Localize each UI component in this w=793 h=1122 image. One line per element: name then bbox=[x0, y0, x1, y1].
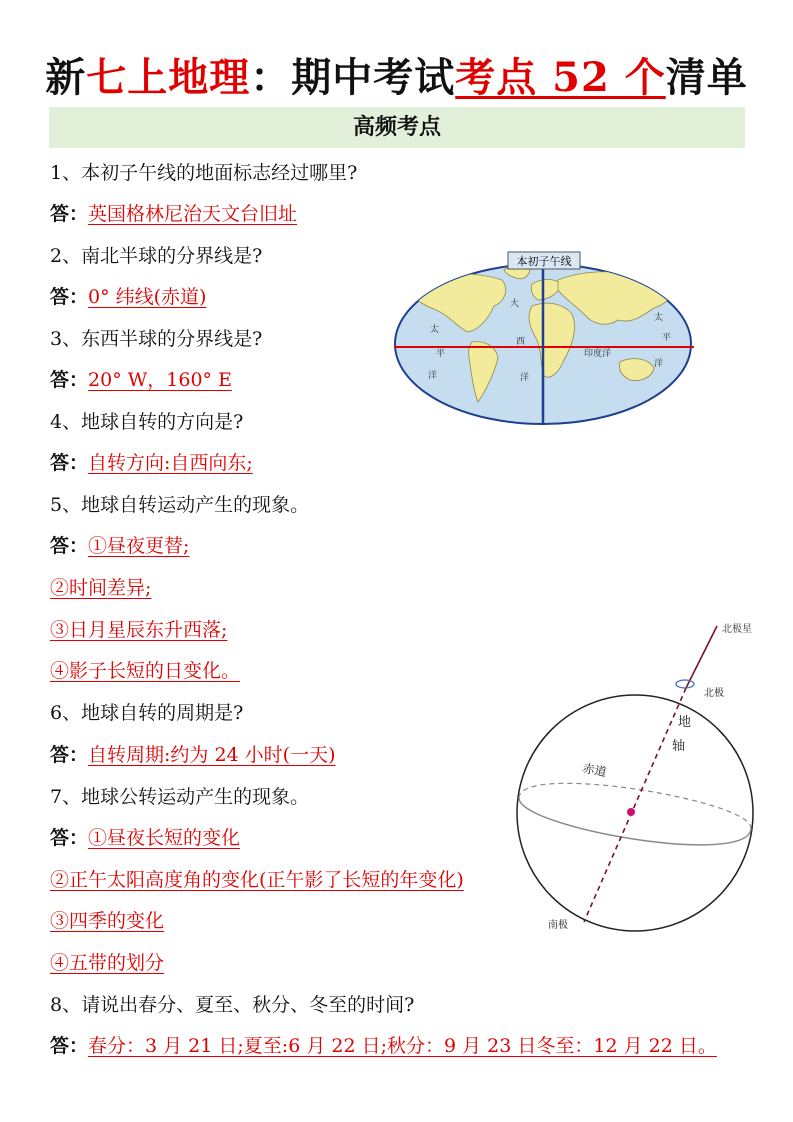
earth-center bbox=[627, 808, 635, 816]
answer-label: 答： bbox=[50, 535, 89, 557]
ocean-label: 印度洋 bbox=[584, 349, 612, 359]
south-pole-label: 南极 bbox=[548, 920, 568, 931]
answer-5-item: ②时间差异; bbox=[50, 577, 152, 599]
answer-5 bbox=[50, 531, 189, 558]
title-part: 七上地理 bbox=[86, 54, 251, 101]
ocean-label: 洋 bbox=[654, 359, 664, 369]
question-4: 4、地球自转的方向是? bbox=[50, 411, 244, 433]
section-banner: 高频考点 bbox=[49, 107, 745, 148]
axis-label: 地 bbox=[678, 715, 692, 730]
page-title bbox=[0, 46, 793, 103]
answer-5-item: ③日月星辰东升西落; bbox=[50, 619, 228, 641]
answer-label: 答： bbox=[50, 452, 89, 474]
answer-text: 英国格林尼治天文台旧址 bbox=[88, 203, 298, 225]
answer-1 bbox=[50, 199, 297, 226]
ocean-label: 太 bbox=[430, 325, 440, 335]
answer-8 bbox=[50, 1031, 717, 1058]
question-5: 5、地球自转运动产生的现象。 bbox=[50, 494, 310, 516]
ocean-label: 平 bbox=[662, 333, 672, 343]
top-label: 北极星 bbox=[722, 624, 752, 635]
answer-text: 自转周期:约为 24 小时(一天) bbox=[88, 744, 336, 766]
earth-axis-figure bbox=[512, 622, 774, 936]
globe-outline bbox=[517, 695, 753, 931]
title-part: 考点 52 个 bbox=[455, 54, 666, 101]
answer-4 bbox=[50, 448, 253, 475]
question-7: 7、地球公转运动产生的现象。 bbox=[50, 786, 310, 808]
answer-6 bbox=[50, 740, 336, 767]
north-pole-label: 北极 bbox=[704, 688, 724, 699]
question-2: 2、南北半球的分界线是? bbox=[50, 245, 263, 267]
answer-text: ①昼夜长短的变化 bbox=[88, 827, 241, 849]
axis-outer-top bbox=[686, 626, 717, 688]
answer-label: 答： bbox=[50, 286, 89, 308]
answer-5-item: ④影子长短的日变化。 bbox=[50, 660, 241, 682]
answer-text: 自转方向:自西向东; bbox=[88, 452, 253, 474]
ocean-label: 洋 bbox=[520, 373, 530, 383]
answer-7-item: ②正午太阳高度角的变化(正午影了长短的年变化) bbox=[50, 869, 464, 891]
question-3: 3、东西半球的分界线是? bbox=[50, 328, 263, 350]
rotation-arrow-icon bbox=[676, 680, 694, 688]
answer-7 bbox=[50, 823, 240, 850]
answer-text: 春分：3 月 21 日;夏至:6 月 22 日;秋分：9 月 23 日冬至：12 月 22 日。 bbox=[88, 1035, 717, 1057]
answer-text: 20° W，160° E bbox=[88, 369, 232, 391]
world-map-figure bbox=[392, 250, 696, 426]
axis-label: 轴 bbox=[672, 739, 686, 754]
ocean-label: 太 bbox=[654, 313, 664, 323]
title-part: 新 bbox=[45, 54, 87, 101]
meridian-label: 本初子午线 bbox=[516, 255, 572, 268]
answer-7-item: ④五带的划分 bbox=[50, 952, 165, 974]
equator-label: 赤道 bbox=[581, 761, 608, 780]
question-6: 6、地球自转的周期是? bbox=[50, 702, 244, 724]
question-1: 1、本初子午线的地面标志经过哪里? bbox=[50, 162, 358, 184]
title-part: 清单 bbox=[665, 54, 748, 101]
answer-7-item: ③四季的变化 bbox=[50, 910, 165, 932]
ocean-label: 洋 bbox=[428, 371, 438, 381]
answer-label: 答： bbox=[50, 827, 89, 849]
answer-label: 答： bbox=[50, 1035, 89, 1057]
answer-text: 0° 纬线(赤道) bbox=[88, 286, 207, 308]
answer-3 bbox=[50, 365, 232, 392]
earth-axis bbox=[584, 688, 686, 922]
ocean-label: 大 bbox=[510, 299, 520, 309]
answer-label: 答： bbox=[50, 203, 89, 225]
answer-2 bbox=[50, 282, 206, 309]
answer-text: ①昼夜更替; bbox=[88, 535, 190, 557]
title-part: ：期中考试 bbox=[250, 54, 456, 101]
answer-label: 答： bbox=[50, 369, 89, 391]
ocean-label: 西 bbox=[516, 337, 526, 347]
question-8: 8、请说出春分、夏至、秋分、冬至的时间? bbox=[50, 994, 415, 1016]
answer-label: 答： bbox=[50, 744, 89, 766]
ocean-label: 平 bbox=[436, 349, 446, 359]
